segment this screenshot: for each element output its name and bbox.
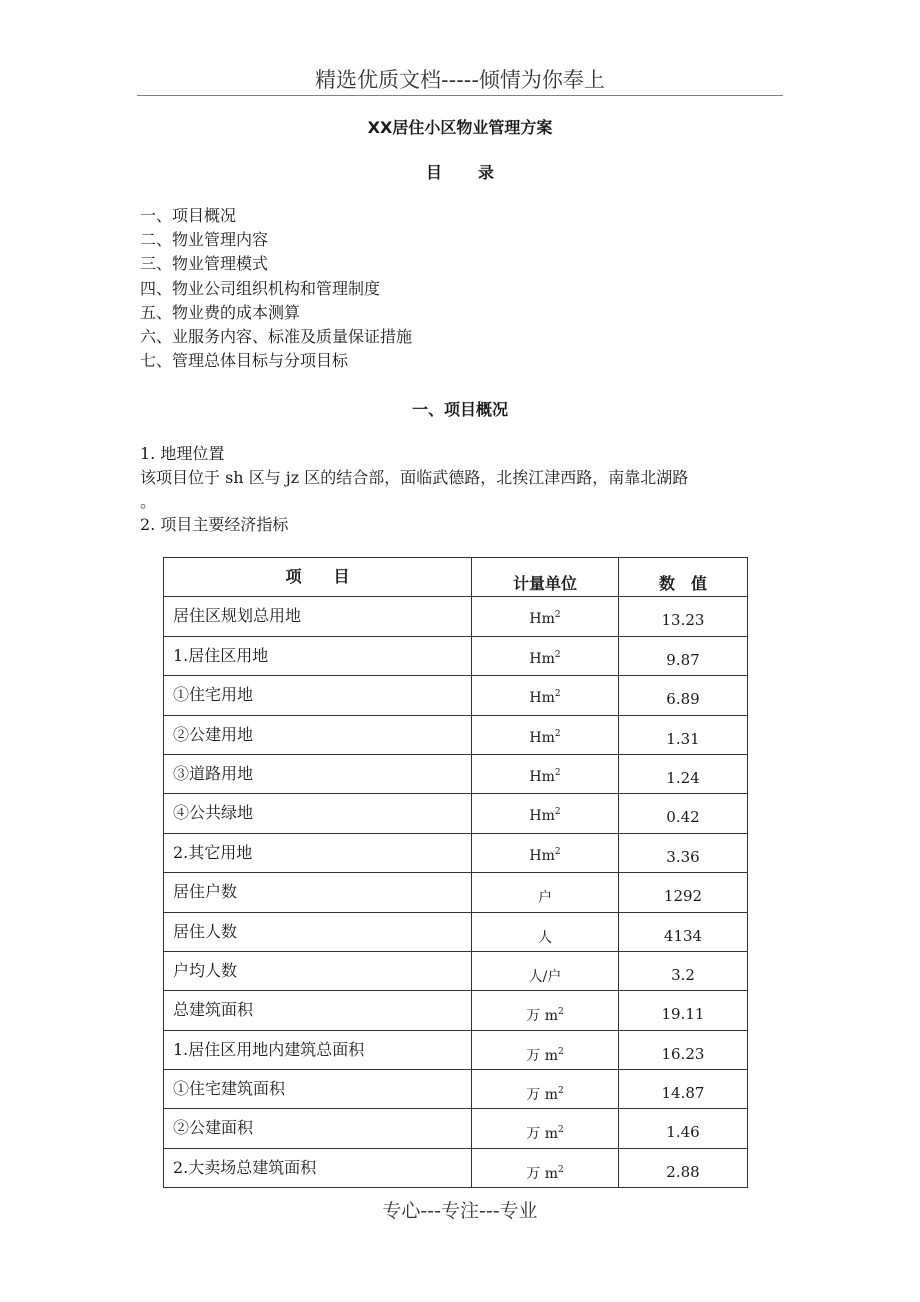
item-cell: 居住人数 (164, 912, 472, 951)
unit-cell (472, 1148, 619, 1187)
unit-cell (472, 754, 619, 793)
unit-superscript: 2 (558, 1046, 564, 1057)
unit-cell (472, 833, 619, 872)
unit-base: Hm (529, 690, 555, 707)
unit-superscript: 2 (554, 807, 561, 818)
unit-base: 万 m (526, 1047, 558, 1064)
unit-cell (472, 676, 619, 715)
value-cell: 16.23 (619, 1030, 748, 1069)
unit-base: Hm (529, 768, 555, 785)
unit-superscript: 2 (558, 1125, 564, 1136)
table-row (164, 715, 748, 754)
table-row (164, 951, 748, 990)
unit-cell (472, 597, 619, 636)
value-cell: 1.24 (619, 754, 748, 793)
value-cell: 1.46 (619, 1109, 748, 1148)
economic-indicators-table (163, 557, 748, 1188)
table-row (164, 1070, 748, 1109)
header-divider (137, 95, 783, 96)
item-cell: ②公建用地 (164, 715, 472, 754)
item-cell: 总建筑面积 (164, 991, 472, 1030)
table-row (164, 912, 748, 951)
unit-cell (472, 1030, 619, 1069)
table-row (164, 1030, 748, 1069)
toc-item: 四、物业公司组织机构和管理制度 (140, 278, 381, 298)
unit-base: Hm (529, 847, 555, 864)
unit-cell (472, 991, 619, 1030)
item-cell: ①住宅用地 (164, 676, 472, 715)
location-paragraph-end: 。 (140, 492, 157, 511)
table-row (164, 833, 748, 872)
subsection-heading-indicators: 2. 项目主要经济指标 (140, 515, 289, 534)
item-cell: 1.居住区用地 (164, 636, 472, 675)
value-cell: 1292 (619, 873, 748, 912)
value-cell: 9.87 (619, 636, 748, 675)
section-heading: 一、项目概况 (411, 400, 508, 419)
toc-item: 五、物业费的成本测算 (140, 302, 301, 322)
document-title: XX居住小区物业管理方案 (367, 118, 553, 137)
item-cell: 户均人数 (164, 951, 472, 990)
item-cell: ①住宅建筑面积 (164, 1070, 472, 1109)
value-cell: 1.31 (619, 715, 748, 754)
page-header: 精选优质文档-----倾情为你奉上 (315, 68, 605, 92)
unit-base: 户 (538, 890, 552, 907)
unit-cell (472, 715, 619, 754)
item-cell: 2.其它用地 (164, 833, 472, 872)
table-row (164, 991, 748, 1030)
table-row (164, 794, 748, 833)
table-row (164, 636, 748, 675)
value-cell: 3.36 (619, 833, 748, 872)
column-header-value: 数 值 (619, 558, 748, 597)
table-row (164, 754, 748, 793)
unit-cell (472, 951, 619, 990)
table-row (164, 676, 748, 715)
unit-base: Hm (529, 729, 555, 746)
unit-superscript: 2 (558, 1086, 564, 1097)
unit-base: 人 (538, 929, 552, 946)
value-cell: 14.87 (619, 1070, 748, 1109)
toc-title-char-2: 录 (478, 163, 495, 182)
value-cell: 6.89 (619, 676, 748, 715)
unit-cell (472, 873, 619, 912)
table-header-row (164, 558, 748, 597)
unit-base: 万 m (526, 1126, 558, 1143)
subsection-heading-location: 1. 地理位置 (140, 444, 225, 463)
unit-superscript: 2 (554, 689, 561, 700)
toc-item: 六、业服务内容、标准及质量保证措施 (140, 327, 413, 347)
toc-item: 三、物业管理模式 (140, 254, 269, 274)
item-cell: 1.居住区用地内建筑总面积 (164, 1030, 472, 1069)
unit-superscript: 2 (554, 846, 561, 857)
value-cell: 19.11 (619, 991, 748, 1030)
item-cell: 居住区规划总用地 (164, 597, 472, 636)
unit-cell (472, 636, 619, 675)
value-cell: 4134 (619, 912, 748, 951)
toc-item: 一、项目概况 (140, 206, 237, 225)
unit-base: 万 m (526, 1087, 558, 1104)
value-cell: 2.88 (619, 1148, 748, 1187)
toc-title (0, 160, 920, 183)
unit-cell (472, 1070, 619, 1109)
unit-superscript: 2 (558, 1164, 564, 1175)
table-row (164, 1148, 748, 1187)
unit-base: 万 m (526, 1008, 558, 1025)
unit-base: 万 m (526, 1165, 558, 1182)
table-row (164, 873, 748, 912)
toc-item: 二、物业管理内容 (140, 230, 269, 250)
item-cell: 居住户数 (164, 873, 472, 912)
unit-superscript: 2 (554, 610, 561, 621)
unit-base: Hm (529, 650, 555, 667)
unit-superscript: 2 (554, 767, 561, 778)
page-footer: 专心---专注---专业 (382, 1200, 538, 1222)
value-cell: 3.2 (619, 951, 748, 990)
column-header-unit: 计量单位 (472, 558, 619, 597)
table-row (164, 1109, 748, 1148)
unit-superscript: 2 (554, 649, 561, 660)
unit-base: Hm (529, 808, 555, 825)
unit-cell (472, 912, 619, 951)
location-paragraph: 该项目位于 sh 区与 jz 区的结合部，面临武德路，北挨江津西路，南靠北湖路 (140, 468, 689, 487)
unit-cell (472, 794, 619, 833)
item-cell: ③道路用地 (164, 754, 472, 793)
item-cell: ②公建面积 (164, 1109, 472, 1148)
unit-cell (472, 1109, 619, 1148)
unit-base: Hm (529, 611, 555, 628)
unit-superscript: 2 (554, 728, 561, 739)
item-cell: 2.大卖场总建筑面积 (164, 1148, 472, 1187)
unit-superscript: 2 (558, 1007, 564, 1018)
table-of-contents (140, 204, 412, 373)
value-cell: 0.42 (619, 794, 748, 833)
unit-base: 人/户 (528, 968, 562, 985)
toc-item: 七、管理总体目标与分项目标 (140, 351, 349, 371)
toc-title-char-1: 目 (425, 163, 442, 182)
column-header-item: 项 目 (164, 558, 472, 597)
value-cell: 13.23 (619, 597, 748, 636)
item-cell: ④公共绿地 (164, 794, 472, 833)
table-row (164, 597, 748, 636)
